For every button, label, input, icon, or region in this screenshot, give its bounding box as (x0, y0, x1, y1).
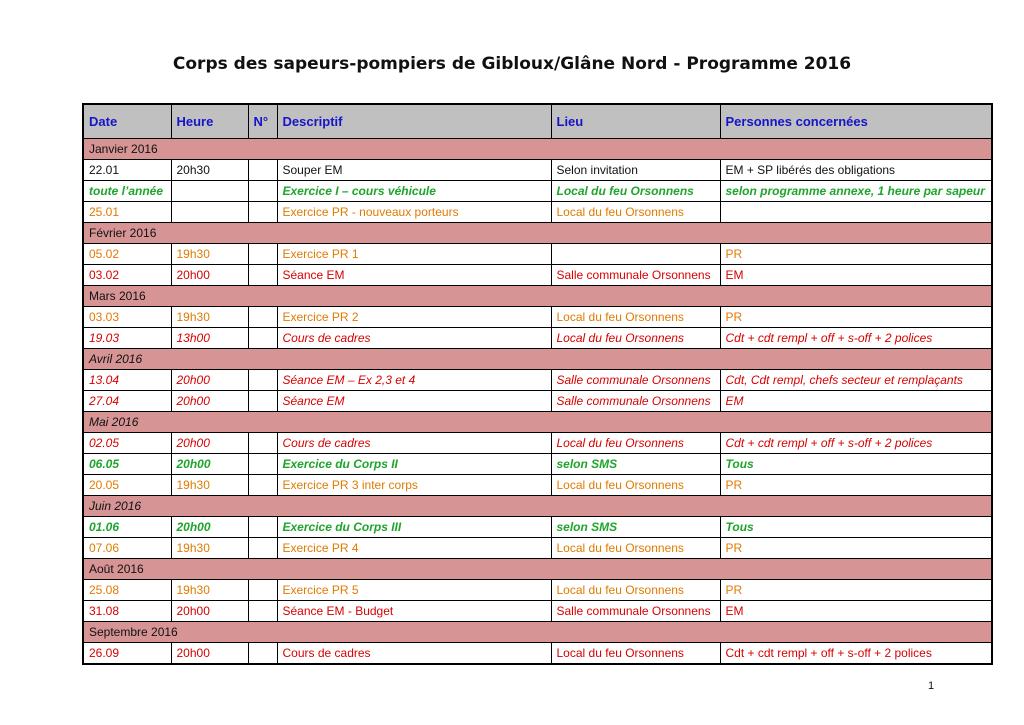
cell-date: 20.05 (83, 475, 171, 496)
cell-heure: 20h00 (171, 265, 248, 286)
cell-num (248, 265, 277, 286)
table-row (83, 517, 992, 538)
cell-descriptif: Exercice PR - nouveaux porteurs (277, 202, 551, 223)
table-row (83, 475, 992, 496)
cell-lieu: Selon invitation (551, 160, 720, 181)
cell-date: 03.03 (83, 307, 171, 328)
cell-date: 22.01 (83, 160, 171, 181)
cell-descriptif: Exercice PR 2 (277, 307, 551, 328)
cell-descriptif: Cours de cadres (277, 328, 551, 349)
cell-descriptif: Exercice du Corps II (277, 454, 551, 475)
month-row (83, 496, 992, 517)
table-row (83, 328, 992, 349)
cell-num (248, 643, 277, 665)
table-row (83, 265, 992, 286)
cell-heure: 20h00 (171, 391, 248, 412)
month-row (83, 286, 992, 307)
cell-num (248, 160, 277, 181)
cell-lieu: Local du feu Orsonnens (551, 181, 720, 202)
month-label: Juin 2016 (83, 496, 248, 517)
cell-personnes: Cdt, Cdt rempl, chefs secteur et remplaçants (720, 370, 992, 391)
cell-heure: 20h00 (171, 643, 248, 665)
cell-num (248, 328, 277, 349)
month-row-fill (248, 286, 992, 307)
cell-lieu: Local du feu Orsonnens (551, 328, 720, 349)
cell-descriptif: Exercice PR 1 (277, 244, 551, 265)
cell-date: 27.04 (83, 391, 171, 412)
month-row (83, 349, 992, 370)
month-row (83, 412, 992, 433)
cell-date: 01.06 (83, 517, 171, 538)
cell-personnes: Cdt + cdt rempl + off + s-off + 2 polices (720, 328, 992, 349)
cell-num (248, 517, 277, 538)
cell-lieu (551, 244, 720, 265)
month-label: Avril 2016 (83, 349, 248, 370)
cell-date: 25.01 (83, 202, 171, 223)
table-row (83, 244, 992, 265)
table-row (83, 454, 992, 475)
cell-date: 03.02 (83, 265, 171, 286)
table-row (83, 643, 992, 665)
cell-num (248, 370, 277, 391)
cell-heure: 20h30 (171, 160, 248, 181)
cell-descriptif: Cours de cadres (277, 643, 551, 665)
cell-heure: 20h00 (171, 433, 248, 454)
cell-lieu: selon SMS (551, 454, 720, 475)
cell-lieu: selon SMS (551, 517, 720, 538)
month-label: Août 2016 (83, 559, 248, 580)
cell-descriptif: Séance EM – Ex 2,3 et 4 (277, 370, 551, 391)
table-row (83, 202, 992, 223)
cell-date: 25.08 (83, 580, 171, 601)
table-row (83, 181, 992, 202)
cell-personnes: EM + SP libérés des obligations (720, 160, 992, 181)
month-row-fill (248, 139, 992, 160)
cell-personnes: Cdt + cdt rempl + off + s-off + 2 polices (720, 433, 992, 454)
cell-lieu: Local du feu Orsonnens (551, 475, 720, 496)
cell-personnes: selon programme annexe, 1 heure par sapeur (720, 181, 992, 202)
table-row (83, 370, 992, 391)
cell-descriptif: Séance EM (277, 391, 551, 412)
cell-heure: 19h30 (171, 538, 248, 559)
cell-heure: 19h30 (171, 580, 248, 601)
cell-personnes: PR (720, 244, 992, 265)
month-row (83, 559, 992, 580)
cell-personnes: EM (720, 391, 992, 412)
cell-lieu: Salle communale Orsonnens (551, 265, 720, 286)
table-row (83, 538, 992, 559)
cell-heure: 19h30 (171, 307, 248, 328)
cell-heure (171, 181, 248, 202)
cell-lieu: Local du feu Orsonnens (551, 307, 720, 328)
month-row (83, 622, 992, 643)
month-row-fill (248, 223, 992, 244)
cell-lieu: Local du feu Orsonnens (551, 643, 720, 665)
column-header-lieu: Lieu (551, 104, 720, 139)
cell-num (248, 391, 277, 412)
table-row (83, 580, 992, 601)
cell-date: 02.05 (83, 433, 171, 454)
cell-descriptif: Exercice du Corps III (277, 517, 551, 538)
cell-descriptif: Exercice I – cours véhicule (277, 181, 551, 202)
month-row-fill (248, 622, 992, 643)
cell-num (248, 244, 277, 265)
month-label: Septembre 2016 (83, 622, 248, 643)
cell-descriptif: Exercice PR 3 inter corps (277, 475, 551, 496)
cell-lieu: Salle communale Orsonnens (551, 370, 720, 391)
table-row (83, 307, 992, 328)
cell-heure (171, 202, 248, 223)
cell-num (248, 538, 277, 559)
table-row (83, 601, 992, 622)
cell-date: 19.03 (83, 328, 171, 349)
cell-date: 06.05 (83, 454, 171, 475)
cell-descriptif: Souper EM (277, 160, 551, 181)
cell-descriptif: Exercice PR 5 (277, 580, 551, 601)
cell-heure: 20h00 (171, 601, 248, 622)
cell-descriptif: Cours de cadres (277, 433, 551, 454)
table-row (83, 160, 992, 181)
cell-date: 05.02 (83, 244, 171, 265)
cell-num (248, 475, 277, 496)
cell-lieu: Local du feu Orsonnens (551, 580, 720, 601)
cell-date: 13.04 (83, 370, 171, 391)
column-header-date: Date (83, 104, 171, 139)
cell-personnes: PR (720, 307, 992, 328)
cell-date: toute l’année (83, 181, 171, 202)
cell-personnes: EM (720, 601, 992, 622)
month-row-fill (248, 559, 992, 580)
cell-lieu: Salle communale Orsonnens (551, 391, 720, 412)
column-header-heure: Heure (171, 104, 248, 139)
cell-personnes (720, 202, 992, 223)
cell-heure: 19h30 (171, 475, 248, 496)
document-title: Corps des sapeurs-pompiers de Gibloux/Glâne Nord - Programme 2016 (172, 54, 852, 74)
cell-lieu: Local du feu Orsonnens (551, 433, 720, 454)
cell-heure: 20h00 (171, 454, 248, 475)
month-label: Mars 2016 (83, 286, 248, 307)
cell-personnes: PR (720, 580, 992, 601)
cell-num (248, 307, 277, 328)
month-row-fill (248, 496, 992, 517)
cell-descriptif: Séance EM (277, 265, 551, 286)
program-table-body (83, 139, 992, 665)
month-label: Février 2016 (83, 223, 248, 244)
cell-date: 07.06 (83, 538, 171, 559)
cell-num (248, 433, 277, 454)
page-number: 1 (928, 680, 935, 692)
cell-personnes: PR (720, 475, 992, 496)
cell-descriptif: Séance EM - Budget (277, 601, 551, 622)
month-row-fill (248, 349, 992, 370)
cell-descriptif: Exercice PR 4 (277, 538, 551, 559)
cell-personnes: Cdt + cdt rempl + off + s-off + 2 polices (720, 643, 992, 665)
column-header-num: N° (248, 104, 277, 139)
cell-date: 26.09 (83, 643, 171, 665)
cell-lieu: Salle communale Orsonnens (551, 601, 720, 622)
table-row (83, 391, 992, 412)
cell-heure: 13h00 (171, 328, 248, 349)
cell-lieu: Local du feu Orsonnens (551, 202, 720, 223)
cell-num (248, 202, 277, 223)
table-header-row (83, 104, 992, 139)
cell-num (248, 580, 277, 601)
column-header-descriptif: Descriptif (277, 104, 551, 139)
cell-personnes: PR (720, 538, 992, 559)
cell-num (248, 601, 277, 622)
cell-lieu: Local du feu Orsonnens (551, 538, 720, 559)
cell-heure: 19h30 (171, 244, 248, 265)
program-table (82, 103, 993, 665)
cell-num (248, 454, 277, 475)
column-header-personnes: Personnes concernées (720, 104, 992, 139)
cell-num (248, 181, 277, 202)
month-label: Mai 2016 (83, 412, 248, 433)
cell-heure: 20h00 (171, 370, 248, 391)
cell-date: 31.08 (83, 601, 171, 622)
month-row (83, 223, 992, 244)
month-row-fill (248, 412, 992, 433)
month-label: Janvier 2016 (83, 139, 248, 160)
cell-personnes: EM (720, 265, 992, 286)
month-row (83, 139, 992, 160)
table-row (83, 433, 992, 454)
cell-personnes: Tous (720, 454, 992, 475)
cell-personnes: Tous (720, 517, 992, 538)
cell-heure: 20h00 (171, 517, 248, 538)
